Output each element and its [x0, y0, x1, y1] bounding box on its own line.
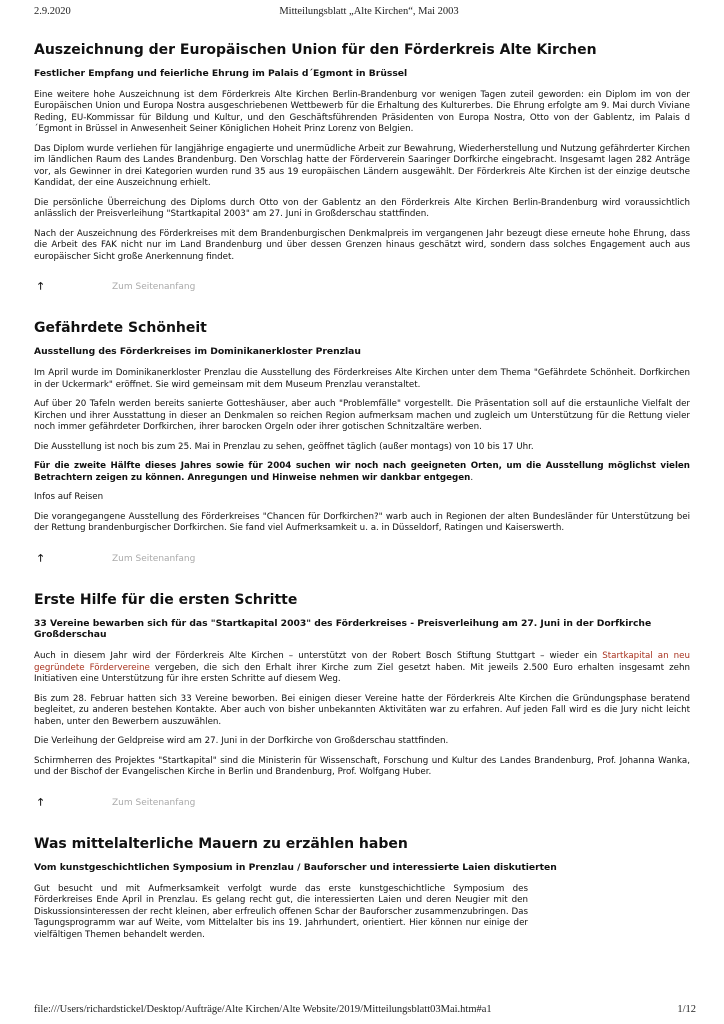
print-header [34, 6, 704, 20]
article-eu-award [34, 42, 690, 295]
article-paragraph: Die persönliche Überreichung des Diploms durch Otto von der Gablentz an den Förderkreis Alte Kirchen Berlin-Brandenburg wird voraussichtlich anlässlich der Preisverleihung "Startkapital 2003" am 27. Juni in Großderschau stattfinden. [34, 197, 690, 220]
back-to-top[interactable] [34, 281, 690, 295]
article-title: Was mittelalterliche Mauern zu erzählen haben [34, 835, 408, 852]
article-exhibition [34, 320, 690, 566]
article-paragraph: Im April wurde im Dominikanerkloster Prenzlau die Ausstellung des Förderkreises Alte Kirchen unter dem Thema "Gefährdete Schönheit. Dorfkirchen in der Uckermark" eröffnet. Sie wird gemeinsam mit dem Museum Prenzlau veranstaltet. [34, 368, 690, 390]
article-paragraph: Auf über 20 Tafeln werden bereits sanierte Gotteshäuser, aber auch "Problemfälle" vorgestellt. Die Präsentation soll auf die erstaunliche Vielfalt der Kirchen und ihrer Ausstattung in dieser an Denkmalen so reichen Region aufmerksam machen und zugleich um Unterstützung für die Rettung vieler noch immer gefährdeter Dorfkirchen, ihrer barocken Orgeln oder ihrer gotischen Schnitzaltäre werben. [34, 399, 690, 433]
bold-appeal: Für die zweite Hälfte dieses Jahres sowie für 2004 suchen wir noch nach geeigneten Orten, um die Ausstellung möglichst vielen Betrachtern zeigen zu können. Anregungen und Hinweise nehmen wir dankbar entgegen [34, 461, 690, 483]
article-paragraph-bold [34, 461, 690, 484]
arrow-up-icon[interactable]: 🡑 [38, 552, 44, 564]
back-to-top-link[interactable]: Zum Seitenanfang [112, 553, 196, 564]
article-subtitle: Festlicher Empfang und feierliche Ehrung im Palais d´Egmont in Brüssel [34, 68, 408, 79]
article-title: Gefährdete Schönheit [34, 320, 207, 337]
paragraph-text: vergeben, die sich den Erhalt ihrer Kirche zum Ziel gesetzt haben. Mit jeweils 2.500 Euro erhalten insgesamt zehn Initiativen eine Unterstützung für ihre ersten Schritte auf diesem Weg. [34, 662, 690, 685]
article-title: Auszeichnung der Europäischen Union für den Förderkreis Alte Kirchen [34, 42, 597, 58]
article-subtitle: Vom kunstgeschichtlichen Symposium in Prenzlau / Bauforscher und interessierte Laien diskutierten [34, 861, 557, 873]
article-paragraph: Schirmherren des Projektes "Startkapital" sind die Ministerin für Wissenschaft, Forschung und Kultur des Landes Brandenburg, Prof. Johanna Wanka, und der Bischof der Evangelischen Kirche in Berlin und Brandenburg, Prof. Wolfgang Huber. [34, 755, 690, 778]
print-footer [34, 1004, 696, 1018]
article-paragraph: Eine weitere hohe Auszeichnung ist dem Förderkreis Alte Kirchen Berlin-Brandenburg vor wenigen Tagen zuteil geworden: ein Diplom im von der Europäischen Union und Europa Nostra ausgeschriebenen Wettbewerb für die Erhaltung des Kulturerbes. Die Ehrung erfolgte am 9. Mai durch Viviane Reding, EU-Kommissar für Bildung und Kultur, und den Geschäftsführenden Präsidenten von Europa Nostra, Otto von der Gablentz, im Palais d´Egmont in Brüssel in Anwesenheit Seiner Königlichen Hoheit Prinz Lorenz von Belgien. [34, 89, 690, 135]
arrow-up-icon[interactable]: 🡑 [38, 281, 44, 293]
article-subtitle: 33 Vereine bewarben sich für das "Startkapital 2003" des Förderkreises - Preisverleihung am 27. Juni in der Dorfkirche Großderschau [34, 617, 652, 641]
bold-appeal-end: . [470, 472, 474, 483]
article-paragraph: Die Verleihung der Geldpreise wird am 27. Juni in der Dorfkirche von Großderschau stattfinden. [34, 736, 449, 747]
paragraph-text: Auch in diesem Jahr wird der Förderkreis Alte Kirchen – unterstützt von der Robert Bosch Stiftung Stuttgart – wieder ein [34, 651, 603, 662]
article-paragraph: Gut besucht und mit Aufmerksamkeit verfolgt wurde das erste kunstgeschichtliche Symposium des Förderkreises Ende April in Prenzlau. Es gelang recht gut, die interessierten Laien und deren Neugier mit den Diskussionsinteressen der recht kleinen, aber erfreulich offenen Schar der Bauforscher zusammenzubringen. Das Tagungsprogramm war auf Weite, vom Mittelalter bis ins 19. Jahrhundert, orientiert. Hier können nur einige der vielfältigen Themen behandelt werden. [34, 883, 528, 940]
back-to-top[interactable] [34, 797, 690, 811]
print-url: file:///Users/richardstickel/Desktop/Aufträge/Alte Kirchen/Alte Website/2019/Mitteilungsblatt03Mai.htm#a1 [34, 1004, 492, 1015]
startkapital-link[interactable]: Startkapital an neu gegründete Fördervereine [34, 651, 690, 673]
article-symposium [34, 836, 690, 941]
article-paragraph: Bis zum 28. Februar hatten sich 33 Vereine beworben. Bei einigen dieser Vereine hatte der Förderkreis Alte Kirchen die Gründungsphase beratend begleitet, zu anderen bestehen Kontakte. Aber auch von bisher unbekannten Aktivitäten war zu erfahren. Auf jeden Fall wird es die Jury nicht leicht haben, unter den Bewerbern auszuwählen. [34, 693, 690, 727]
back-to-top[interactable] [34, 553, 690, 567]
page-content [34, 42, 690, 949]
print-title: Mitteilungsblatt „Alte Kirchen“, Mai 2003 [279, 6, 459, 17]
page-number: 1/12 [677, 1004, 696, 1015]
back-to-top-link[interactable]: Zum Seitenanfang [112, 797, 196, 808]
article-note: Infos auf Reisen [34, 492, 104, 503]
print-date: 2.9.2020 [34, 6, 71, 17]
article-paragraph: Nach der Auszeichnung des Förderkreises mit dem Brandenburgischen Denkmalpreis im vergangenen Jahr bezeugt diese erneute hohe Ehrung, dass die Arbeit des FAK nicht nur im Land Brandenburg und über dessen Grenzen hinaus geschätzt wird, sondern dass solches Engagement auch aus europäischer Sicht große Anerkennung findet. [34, 228, 690, 262]
article-startkapital [34, 592, 690, 811]
article-paragraph: Die vorangegangene Ausstellung des Förderkreises "Chancen für Dorfkirchen?" warb auch in Regionen der alten Bundesländer für Unterstützung bei der Rettung brandenburgischer Dorfkirchen. Sie fand viel Aufmerksamkeit u. a. in Düsseldorf, Ratingen und Kaiserswerth. [34, 511, 690, 534]
article-paragraph [34, 651, 690, 685]
back-to-top-link[interactable]: Zum Seitenanfang [112, 282, 196, 293]
article-paragraph: Die Ausstellung ist noch bis zum 25. Mai in Prenzlau zu sehen, geöffnet täglich (außer montags) von 10 bis 17 Uhr. [34, 441, 534, 452]
article-paragraph: Das Diplom wurde verliehen für langjährige engagierte und unermüdliche Arbeit zur Bewahrung, Wiederherstellung und Nutzung gefährderter Kirchen im ländlichen Raum des Landes Brandenburg. Den Vorschlag hatte der Förderverein Saaringer Dorfkirche eingebracht. Insgesamt lagen 282 Anträge vor, als Gewinner in drei Kategorien wurden rund 35 aus 19 europäischen Ländern ausgewählt. Der Förderkreis Alte Kirchen ist der einzige deutsche Kandidat, der eine Auszeichnung erhielt. [34, 143, 690, 189]
arrow-up-icon[interactable]: 🡑 [38, 796, 44, 808]
article-title: Erste Hilfe für die ersten Schritte [34, 591, 298, 608]
article-subtitle: Ausstellung des Förderkreises im Dominikanerkloster Prenzlau [34, 346, 361, 358]
